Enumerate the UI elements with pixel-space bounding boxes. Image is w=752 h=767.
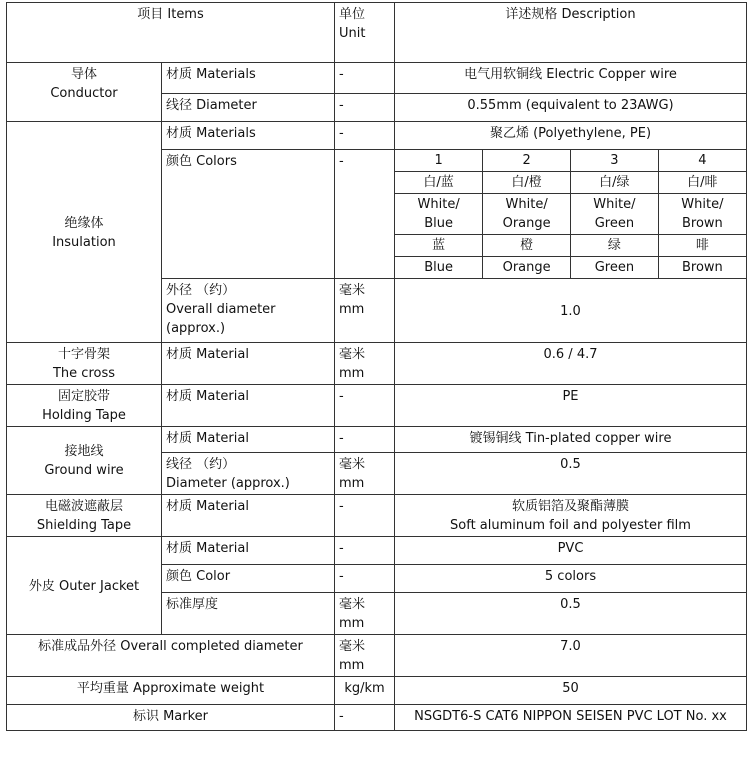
jacket-label: 外皮 Outer Jacket [7,537,162,635]
spec-table [6,2,747,731]
cross-material-label: 材质 Material [162,343,335,385]
jacket-thickness-value: 0.5 [395,593,747,635]
ground-wire-material-value: 镀锡铜线 Tin-plated copper wire [395,427,747,453]
pair-stripe-en: White/ Blue [395,194,483,235]
conductor-label: 导体 Conductor [7,63,162,122]
pair-solid-zh: 啡 [658,235,746,257]
ground-wire-diameter-label: 线径 （约） Diameter (approx.) [162,453,335,495]
insulation-colors-grid [395,150,747,279]
insulation-od-value: 1.0 [395,279,747,343]
ground-wire-diameter-unit: 毫米 mm [335,453,395,495]
jacket-color-label: 颜色 Color [162,565,335,593]
holding-tape-unit: - [335,385,395,427]
pair-solid-en: Green [571,257,659,279]
pair-stripe-en-row [395,194,746,235]
ground-wire-material-unit: - [335,427,395,453]
pair-solid-zh: 蓝 [395,235,483,257]
insulation-material-row [7,122,747,150]
insulation-colors-unit: - [335,150,395,279]
holding-tape-value: PE [395,385,747,427]
pair-stripe-zh-row [395,172,746,194]
jacket-material-row [7,537,747,565]
jacket-thickness-unit: 毫米 mm [335,593,395,635]
pair-number: 2 [483,150,571,172]
shielding-material-label: 材质 Material [162,495,335,537]
pair-solid-zh: 橙 [483,235,571,257]
pair-solid-en: Orange [483,257,571,279]
conductor-material-label: 材质 Materials [162,63,335,94]
pair-stripe-zh: 白/蓝 [395,172,483,194]
overall-diameter-unit: 毫米 mm [335,635,395,677]
pair-color-table [395,150,746,278]
pair-solid-en-row [395,257,746,279]
pair-number-row [395,150,746,172]
marker-label: 标识 Marker [7,705,335,731]
shielding-unit: - [335,495,395,537]
jacket-material-unit: - [335,537,395,565]
marker-unit: - [335,705,395,731]
holding-tape-row [7,385,747,427]
pair-solid-en: Blue [395,257,483,279]
pair-number: 3 [571,150,659,172]
conductor-diameter-value: 0.55mm (equivalent to 23AWG) [395,94,747,122]
weight-value: 50 [395,677,747,705]
holding-tape-material-label: 材质 Material [162,385,335,427]
overall-diameter-label: 标准成品外径 Overall completed diameter [7,635,335,677]
overall-diameter-row [7,635,747,677]
pair-stripe-zh: 白/啡 [658,172,746,194]
insulation-label: 绝缘体 Insulation [7,122,162,343]
conductor-material-value: 电气用软铜线 Electric Copper wire [395,63,747,94]
pair-solid-en: Brown [658,257,746,279]
header-items: 项目 Items [7,3,335,63]
insulation-colors-label: 颜色 Colors [162,150,335,279]
cross-row [7,343,747,385]
conductor-diameter-unit: - [335,94,395,122]
jacket-material-value: PVC [395,537,747,565]
pair-stripe-zh: 白/橙 [483,172,571,194]
header-description: 详述规格 Description [395,3,747,63]
shielding-row [7,495,747,537]
jacket-material-label: 材质 Material [162,537,335,565]
insulation-od-label: 外径 （约） Overall diameter (approx.) [162,279,335,343]
pair-solid-zh-row [395,235,746,257]
pair-stripe-en: White/ Orange [483,194,571,235]
weight-unit: kg/km [335,677,395,705]
pair-stripe-zh: 白/绿 [571,172,659,194]
overall-diameter-value: 7.0 [395,635,747,677]
marker-row [7,705,747,731]
jacket-color-value: 5 colors [395,565,747,593]
ground-wire-material-label: 材质 Material [162,427,335,453]
ground-wire-material-row [7,427,747,453]
jacket-thickness-label: 标准厚度 [162,593,335,635]
weight-row [7,677,747,705]
insulation-material-unit: - [335,122,395,150]
pair-solid-zh: 绿 [571,235,659,257]
cross-value: 0.6 / 4.7 [395,343,747,385]
pair-stripe-en: White/ Green [571,194,659,235]
jacket-color-unit: - [335,565,395,593]
conductor-material-unit: - [335,63,395,94]
cross-unit: 毫米 mm [335,343,395,385]
header-unit: 单位 Unit [335,3,395,63]
holding-tape-label: 固定胶带 Holding Tape [7,385,162,427]
shielding-label: 电磁波遮蔽层 Shielding Tape [7,495,162,537]
shielding-value: 软质铝箔及聚酯薄膜 Soft aluminum foil and polyester film [395,495,747,537]
insulation-material-value: 聚乙烯 (Polyethylene, PE) [395,122,747,150]
insulation-material-label: 材质 Materials [162,122,335,150]
cross-label: 十字骨架 The cross [7,343,162,385]
conductor-diameter-label: 线径 Diameter [162,94,335,122]
pair-number: 4 [658,150,746,172]
ground-wire-label: 接地线 Ground wire [7,427,162,495]
ground-wire-diameter-value: 0.5 [395,453,747,495]
insulation-od-unit: 毫米 mm [335,279,395,343]
pair-stripe-en: White/ Brown [658,194,746,235]
pair-number: 1 [395,150,483,172]
conductor-material-row [7,63,747,94]
header-row [7,3,747,63]
weight-label: 平均重量 Approximate weight [7,677,335,705]
marker-value: NSGDT6-S CAT6 NIPPON SEISEN PVC LOT No. xx [395,705,747,731]
